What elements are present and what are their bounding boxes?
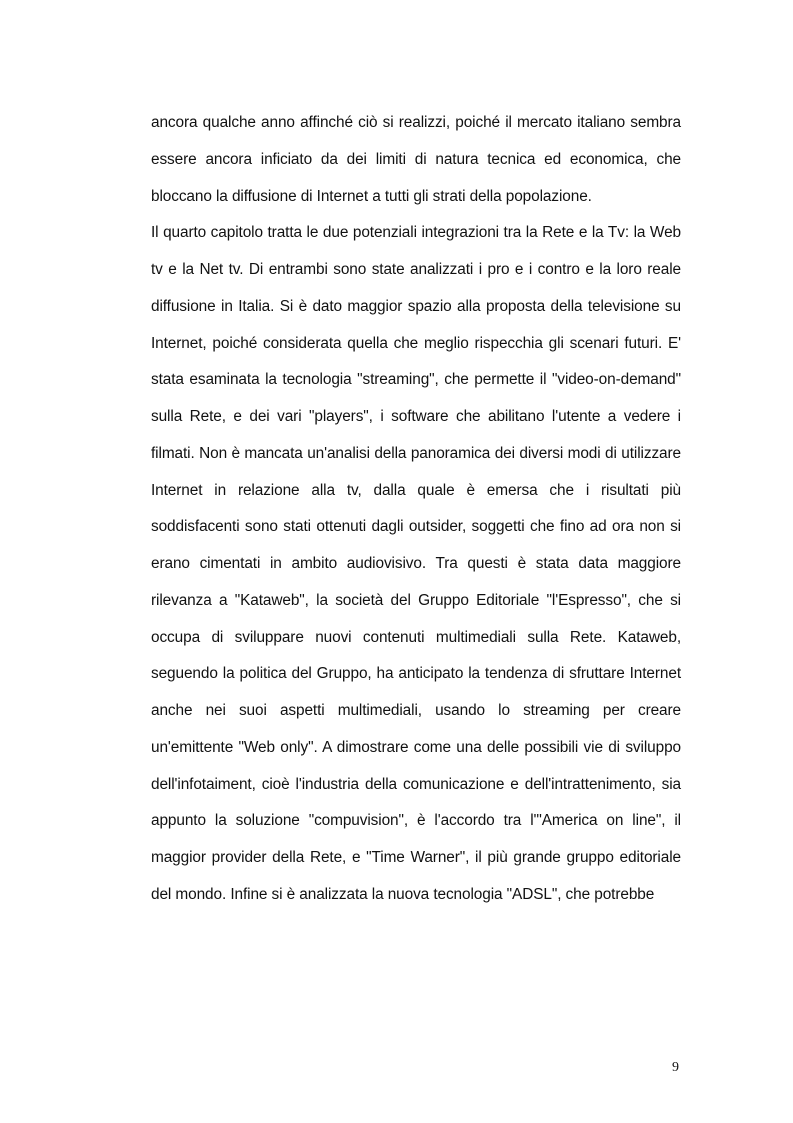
page-number: 9 — [672, 1060, 679, 1075]
paragraph-2: Il quarto capitolo tratta le due potenziali integrazioni tra la Rete e la Tv: la Web tv e la Net tv. Di entrambi sono state analizzati i pro e i contro e la loro reale diffusione in Italia. Si è dato maggior spazio alla proposta della televisione su Internet, poiché considerata quella che meglio rispecchia gli scenari futuri. E' stata esaminata la tecnologia "streaming", che permette il "video-on-demand" sulla Rete, e dei vari "players", i software che abilitano l'utente a vedere i filmati. Non è mancata un'analisi della panoramica dei diversi modi di utilizzare Internet in relazione alla tv, dalla quale è emersa che i risultati più soddisfacenti sono stati ottenuti dagli outsider, soggetti che fino ad ora non si erano cimentati in ambito audiovisivo. Tra questi è stata data maggiore rilevanza a "Kataweb", la società del Gruppo Editoriale "l'Espresso", che si occupa di sviluppare nuovi contenuti multimediali sulla Rete. Kataweb, seguendo la politica del Gruppo, ha anticipato la tendenza di sfruttare Internet anche nei suoi aspetti multimediali, usando lo streaming per creare un'emittente "Web only". A dimostrare come una delle possibili vie di sviluppo dell'infotaiment, cioè l'industria della comunicazione e dell'intrattenimento, sia appunto la soluzione "compuvision", è l'accordo tra l'"America on line", il maggior provider della Rete, e "Time Warner", il più grande gruppo editoriale del mondo. Infine si è analizzata la nuova tecnologia "ADSL", che potrebbe — [151, 224, 681, 903]
body-text — [151, 105, 681, 914]
paragraph-1: ancora qualche anno affinché ciò si realizzi, poiché il mercato italiano sembra essere ancora inficiato da dei limiti di natura tecnica ed economica, che bloccano la diffusione di Internet a tutti gli strati della popolazione. — [151, 114, 681, 205]
